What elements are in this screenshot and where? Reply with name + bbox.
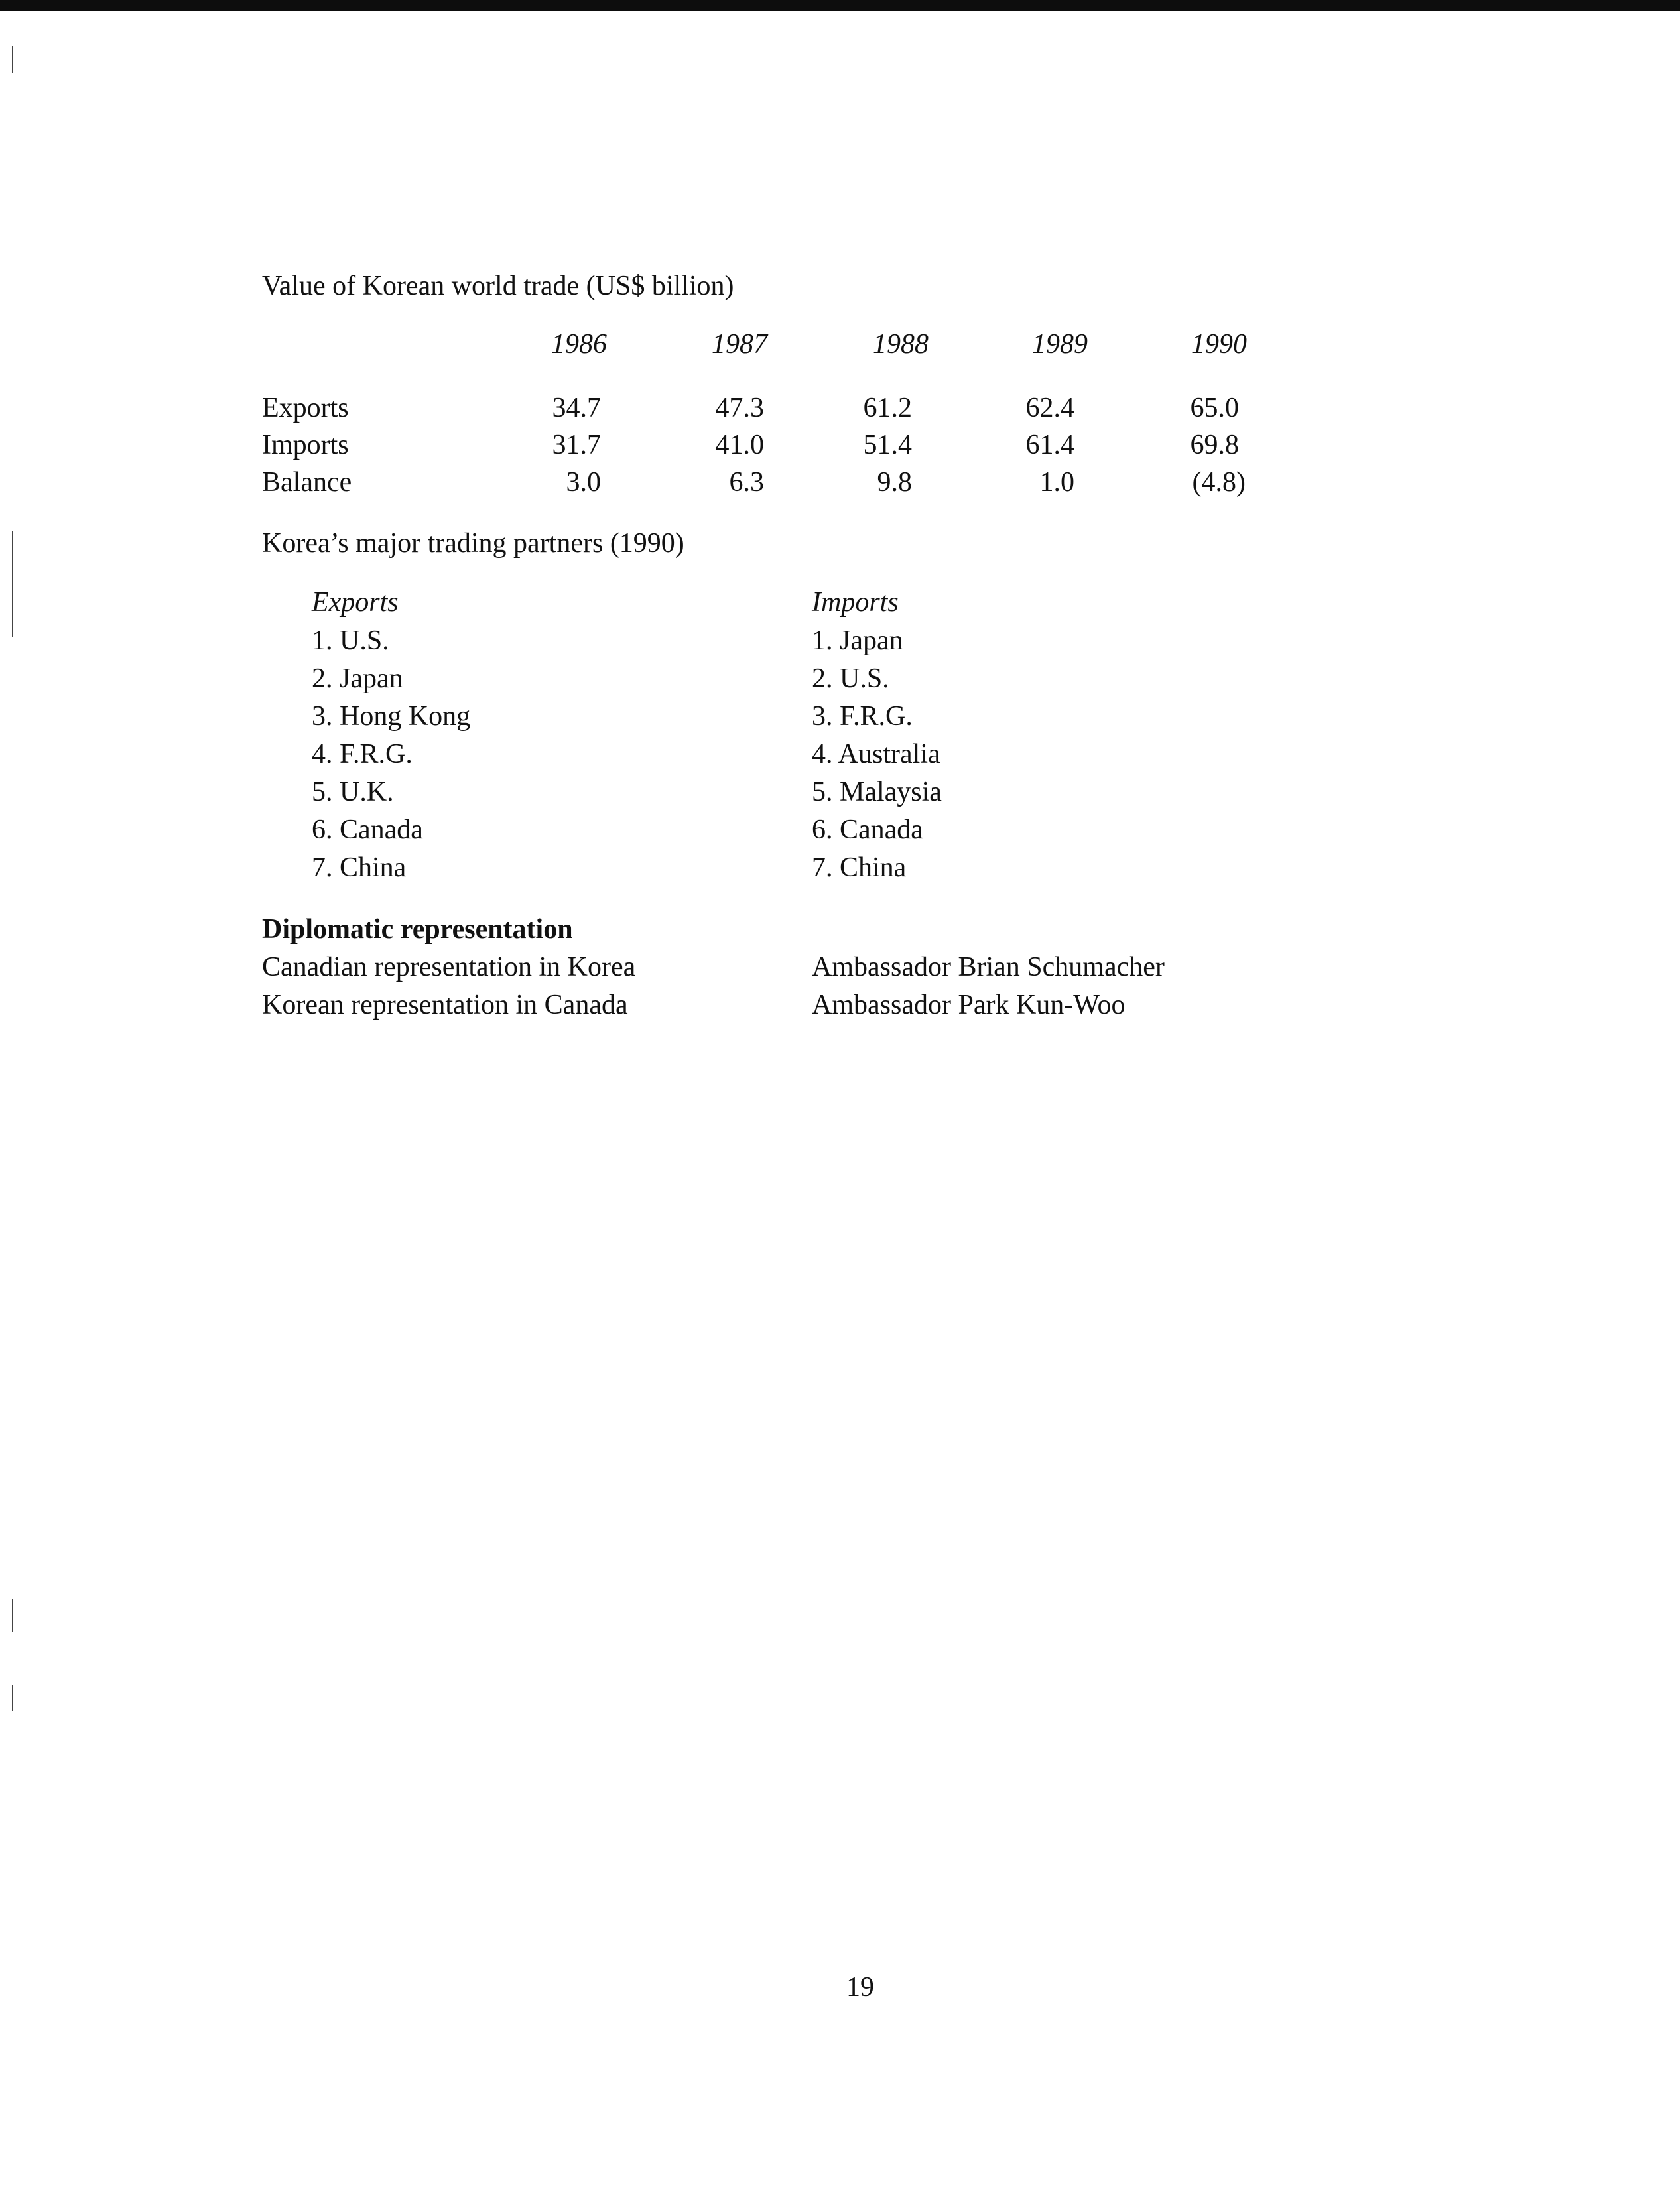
scan-edge-mark	[12, 46, 13, 73]
imports-heading: Imports	[812, 587, 899, 618]
table-cell: 3.0	[566, 467, 601, 497]
diplomatic-label: Korean representation in Canada	[262, 990, 628, 1020]
list-item: 7. China	[312, 852, 407, 883]
scan-edge-mark	[12, 1599, 13, 1632]
table-cell: 41.0	[715, 430, 764, 460]
table-cell: (4.8)	[1192, 467, 1246, 497]
page-number: 19	[846, 1972, 874, 2003]
table-cell: 61.4	[1025, 430, 1074, 460]
table-cell: 9.8	[877, 467, 912, 497]
table-cell: 1.0	[1039, 467, 1074, 497]
scan-edge-mark	[12, 1685, 13, 1711]
list-item: 6. Canada	[312, 815, 423, 845]
year-header: 1990	[1191, 329, 1247, 360]
scan-edge-mark	[12, 531, 13, 637]
table-cell: 65.0	[1190, 393, 1239, 423]
diplomatic-heading: Diplomatic representation	[262, 914, 573, 945]
list-item: 4. F.R.G.	[312, 739, 413, 769]
table-cell: 34.7	[552, 393, 601, 423]
list-item: 1. U.S.	[312, 626, 389, 656]
table-cell: 51.4	[863, 430, 912, 460]
table-cell: 62.4	[1025, 393, 1074, 423]
row-label: Imports	[262, 430, 349, 460]
table-cell: 6.3	[729, 467, 764, 497]
partners-title: Korea’s major trading partners (1990)	[262, 528, 684, 559]
row-label: Exports	[262, 393, 349, 423]
table-cell: 69.8	[1190, 430, 1239, 460]
trade-table-title: Value of Korean world trade (US$ billion)	[262, 271, 734, 301]
list-item: 3. Hong Kong	[312, 701, 471, 732]
table-cell: 61.2	[863, 393, 912, 423]
diplomatic-value: Ambassador Park Kun-Woo	[812, 990, 1126, 1020]
year-header: 1989	[1032, 329, 1088, 360]
scan-top-border	[0, 0, 1680, 11]
list-item: 2. U.S.	[812, 663, 889, 694]
list-item: 4. Australia	[812, 739, 940, 769]
list-item: 2. Japan	[312, 663, 403, 694]
table-cell: 31.7	[552, 430, 601, 460]
list-item: 1. Japan	[812, 626, 903, 656]
diplomatic-value: Ambassador Brian Schumacher	[812, 952, 1165, 982]
list-item: 3. F.R.G.	[812, 701, 913, 732]
year-header: 1987	[712, 329, 767, 360]
table-cell: 47.3	[715, 393, 764, 423]
list-item: 6. Canada	[812, 815, 923, 845]
diplomatic-label: Canadian representation in Korea	[262, 952, 636, 982]
row-label: Balance	[262, 467, 352, 497]
year-header: 1988	[873, 329, 929, 360]
list-item: 5. Malaysia	[812, 777, 942, 807]
list-item: 7. China	[812, 852, 907, 883]
year-header: 1986	[551, 329, 607, 360]
list-item: 5. U.K.	[312, 777, 394, 807]
exports-heading: Exports	[312, 587, 399, 618]
